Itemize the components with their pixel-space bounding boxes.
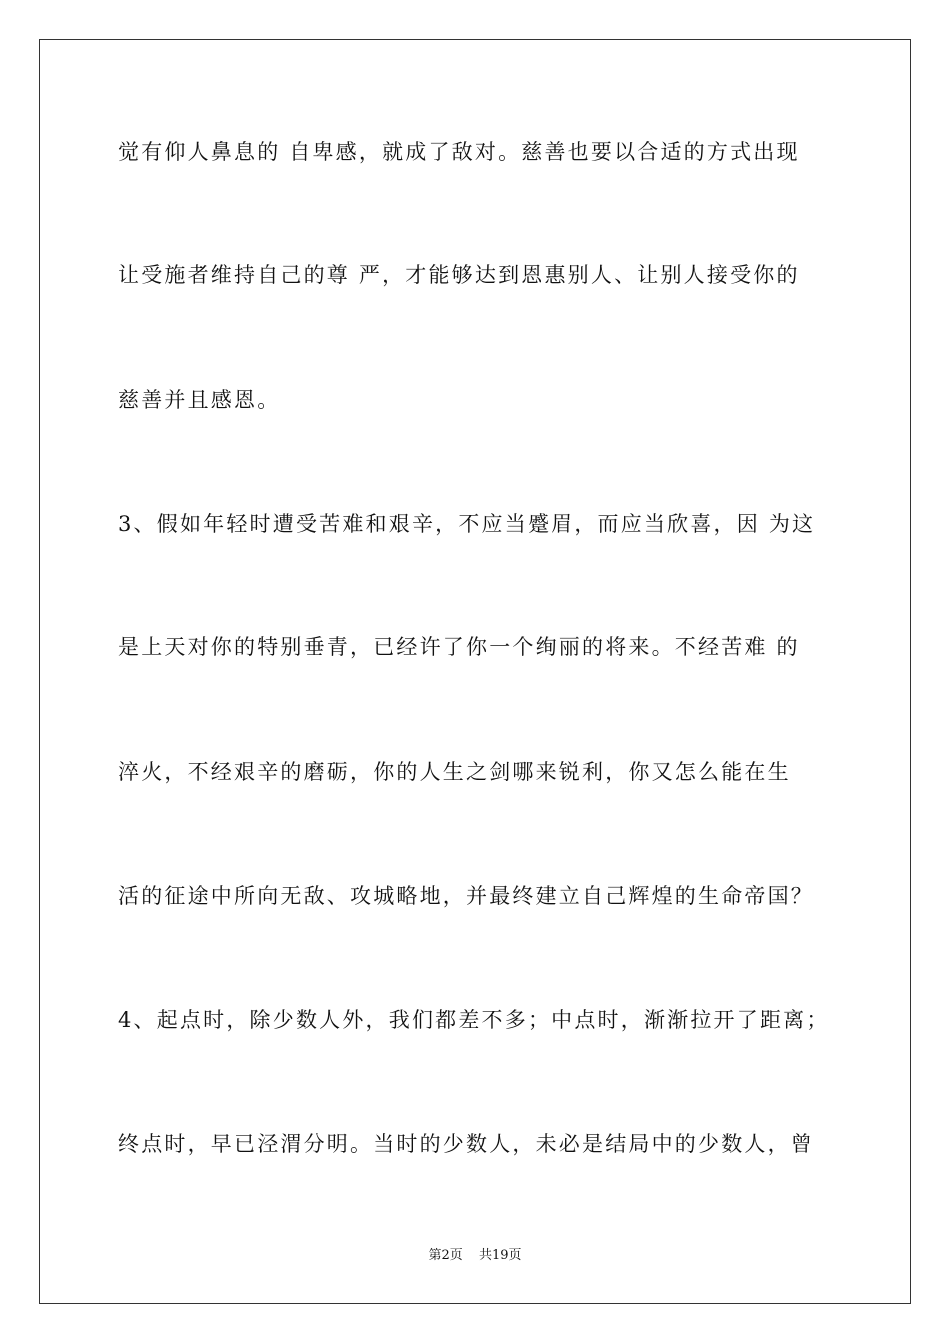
text-line-8: 4、起点时，除少数人外，我们都差不多；中点时，渐渐拉开了距离； bbox=[118, 1008, 830, 1032]
text-line-5: 是上天对你的特别垂青，已经许了你一个绚丽的将来。不经苦难 的 bbox=[118, 635, 800, 659]
text-line-7: 活的征途中所向无敌、攻城略地，并最终建立自己辉煌的生命帝国？ bbox=[118, 884, 814, 908]
text-line-3: 慈善并且感恩。 bbox=[118, 388, 281, 412]
page-number: 第2页 bbox=[428, 1248, 463, 1263]
page-border bbox=[39, 39, 911, 1304]
page-total: 共19页 bbox=[478, 1248, 522, 1263]
text-line-9: 终点时，早已泾渭分明。当时的少数人，未必是结局中的少数人，曾 bbox=[118, 1132, 814, 1156]
text-line-1: 觉有仰人鼻息的 自卑感，就成了敌对。慈善也要以合适的方式出现 bbox=[118, 140, 800, 164]
text-line-6: 淬火，不经艰辛的磨砺，你的人生之剑哪来锐利，你又怎么能在生 bbox=[118, 760, 791, 784]
text-line-4: 3、假如年轻时遭受苦难和艰辛，不应当蹙眉，而应当欣喜，因 为这 bbox=[118, 512, 816, 536]
page-footer bbox=[0, 1248, 950, 1264]
text-line-2: 让受施者维持自己的尊 严，才能够达到恩惠别人、让别人接受你的 bbox=[118, 263, 800, 287]
